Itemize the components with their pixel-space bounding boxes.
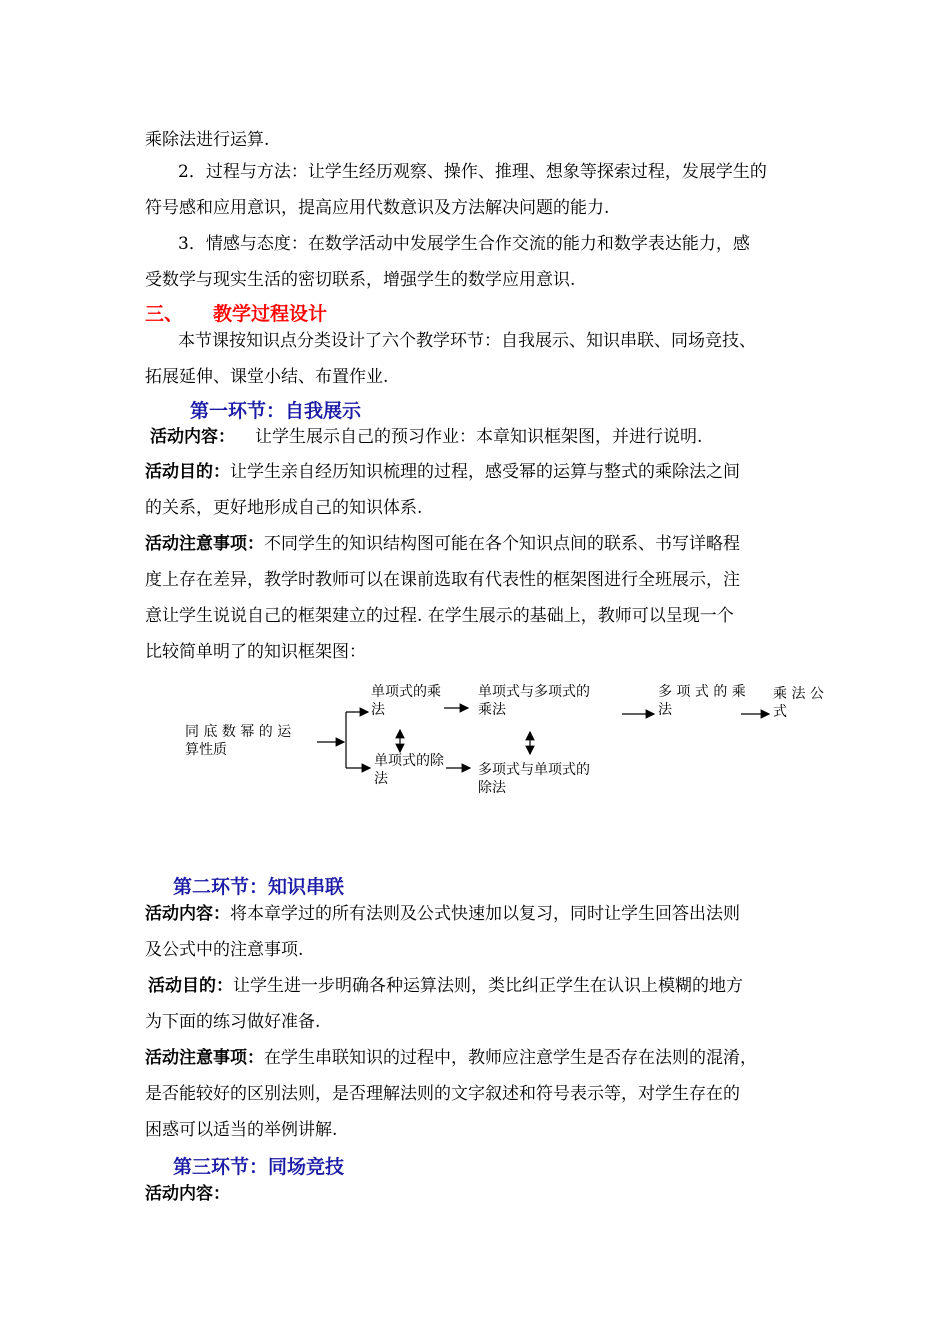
- stage2-note-cont1: 是否能较好的区别法则，是否理解法则的文字叙述和符号表示等，对学生存在的: [145, 1084, 740, 1104]
- goal-label: 活动目的：: [145, 462, 230, 482]
- objective-attitude-cont: 受数学与现实生活的密切联系，增强学生的数学应用意识.: [145, 270, 576, 290]
- content-label: 活动内容：: [150, 427, 235, 447]
- stage1-goal: 活动目的：让学生亲自经历知识梳理的过程，感受幂的运算与整式的乘除法之间: [145, 462, 740, 482]
- stage1-content: 活动内容： 让学生展示自己的预习作业：本章知识框架图，并进行说明.: [150, 427, 703, 447]
- stage1-note-cont3: 比较简单明了的知识框架图：: [145, 642, 366, 662]
- node-mono-div-line1: 单项式的除: [374, 753, 444, 769]
- node-mono-div-line2: 法: [374, 771, 388, 787]
- node-formula-line2: 式: [773, 704, 787, 720]
- node-root-line2: 算性质: [185, 742, 227, 758]
- node-mono-poly-line2: 乘法: [478, 702, 506, 718]
- stage2-heading: 第二环节：知识串联: [173, 876, 345, 898]
- section-title: 教学过程设计: [213, 303, 328, 325]
- node-formula-line1: 乘 法 公: [773, 686, 824, 702]
- node-mono-mult-line1: 单项式的乘: [371, 684, 441, 700]
- node-mono-poly-line1: 单项式与多项式的: [478, 684, 590, 700]
- intro-text: 本节课按知识点分类设计了六个教学环节：自我展示、知识串联、同场竞技、: [178, 331, 756, 351]
- stage2-content: 活动内容：将本章学过的所有法则及公式快速加以复习，同时让学生回答出法则: [145, 904, 740, 924]
- stage1-heading: 第一环节：自我展示: [190, 400, 362, 422]
- goal-label: 活动目的：: [148, 976, 233, 996]
- stage3-heading: 第三环节：同场竞技: [173, 1156, 345, 1178]
- node-poly-mono-line2: 除法: [478, 780, 506, 796]
- intro-text-cont: 拓展延伸、课堂小结、布置作业.: [145, 367, 389, 387]
- stage2-goal-cont: 为下面的练习做好准备.: [145, 1012, 321, 1032]
- stage1-note: 活动注意事项：不同学生的知识结构图可能在各个知识点间的联系、书写详略程: [145, 534, 740, 554]
- objective-process: 2．过程与方法：让学生经历观察、操作、推理、想象等探索过程，发展学生的: [178, 162, 767, 182]
- stage2-content-cont: 及公式中的注意事项.: [145, 940, 304, 960]
- node-mono-mult-line2: 法: [371, 702, 385, 718]
- objective-text: 乘除法进行运算.: [145, 130, 270, 150]
- stage2-note: 活动注意事项：在学生串联知识的过程中，教师应注意学生是否存在法则的混淆，: [145, 1048, 757, 1068]
- note-label: 活动注意事项：: [145, 1048, 264, 1068]
- content-label: 活动内容：: [145, 1184, 230, 1204]
- node-poly-poly-line2: 法: [658, 702, 672, 718]
- node-poly-poly-line1: 多 项 式 的 乘: [658, 684, 746, 700]
- stage2-note-cont2: 困惑可以适当的举例讲解.: [145, 1120, 338, 1140]
- node-poly-mono-line1: 多项式与单项式的: [478, 762, 590, 778]
- content-label: 活动内容：: [145, 904, 230, 924]
- stage1-note-cont1: 度上存在差异，教学时教师可以在课前选取有代表性的框架图进行全班展示，注: [145, 570, 740, 590]
- node-root-line1: 同 底 数 幂 的 运: [185, 724, 292, 740]
- section-number: 三、: [145, 303, 184, 325]
- stage3-content: [145, 1184, 230, 1204]
- objective-process-cont: 符号感和应用意识，提高应用代数意识及方法解决问题的能力.: [145, 198, 610, 218]
- objective-attitude: 3．情感与态度：在数学活动中发展学生合作交流的能力和数学表达能力，感: [178, 234, 750, 254]
- note-label: 活动注意事项：: [145, 534, 264, 554]
- stage1-note-cont2: 意让学生说说自己的框架建立的过程. 在学生展示的基础上，教师可以呈现一个: [145, 606, 734, 626]
- stage2-goal: 活动目的：让学生进一步明确各种运算法则，类比纠正学生在认识上模糊的地方: [148, 976, 743, 996]
- stage1-goal-cont: 的关系，更好地形成自己的知识体系.: [145, 498, 423, 518]
